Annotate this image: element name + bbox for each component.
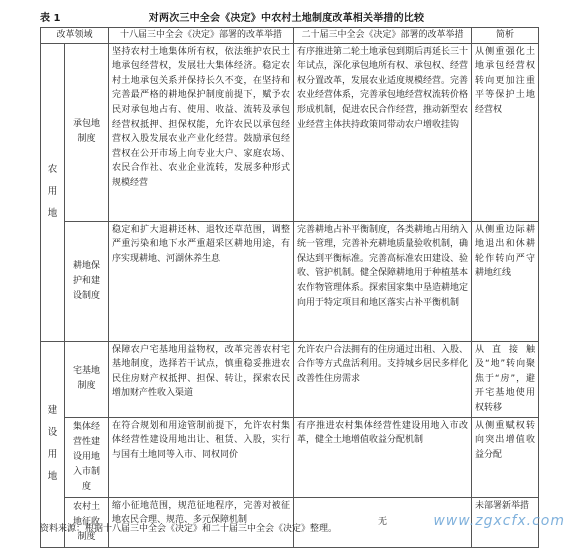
header-20th-measures: 二十届三中全会《决定》部署的改革举措 [294, 28, 472, 44]
analysis-note: 从侧重赋权转向突出增值收益分配 [472, 417, 539, 497]
measures-18th: 坚持农村土地集体所有权，依法维护农民土地承包经营权，发展壮大集体经济。稳定农村土地承包关系并保持长久不变，在坚持和完善最严格的耕地保护制度前提下，赋予农民对承包地占有、使用、收益、流转及承包经营权抵押、担保权能，允许农民以承包经营权入股发展农业产业化经营。鼓励承包经营权在公开市场上向专业大户、家庭农场、农民合作社、农业企业流转，发展多种形式规模经营 [109, 43, 294, 221]
watermark: www.zgxcfx.com [433, 513, 565, 529]
analysis-note: 从侧重边际耕地退出和休耕轮作转向严守耕地红线 [472, 221, 539, 341]
measures-20th: 完善耕地占补平衡制度，各类耕地占用纳入统一管理，完善补充耕地质量验收机制，确保达到平衡标准。完善高标准农田建设、验收、管护机制。健全保障耕地用于种植基本农作物管理体系。探索国家集中垦造耕地定向用于特定项目和地区落实占补平衡机制 [294, 221, 472, 341]
measures-20th: 有序推进第二轮土地承包到期后再延长三十年试点，深化承包地所有权、承包权、经营权分置改革，发展农业适度规模经营。完善农业经营体系，完善承包地经营权流转价格形成机制，促进农民合作经营，推动新型农业经营主体扶持政策同带动农户增收挂钩 [294, 43, 472, 221]
area-label: 集体经营性建设用地入市制度 [65, 417, 109, 497]
measures-20th: 有序推进农村集体经营性建设用地入市改革，健全土地增值收益分配机制 [294, 417, 472, 497]
measures-20th: 允许农户合法拥有的住房通过出租、入股、合作等方式盘活利用。支持城乡居民多样化改善性住房需求 [294, 341, 472, 417]
header-18th-measures: 十八届三中全会《决定》部署的改革举措 [109, 28, 294, 44]
table-row [41, 43, 539, 221]
table-row [41, 341, 539, 417]
analysis-note: 从侧重强化土地承包经营权转向更加注重平等保护土地经营权 [472, 43, 539, 221]
analysis-note: 从直接触及“地”转向聚焦于“房”，避开宅基地使用权转移 [472, 341, 539, 417]
area-label: 承包地制度 [65, 43, 109, 221]
area-label: 农村土地征收制度 [65, 497, 109, 547]
measures-18th: 在符合规划和用途管制前提下，允许农村集体经营性建设用地出让、租赁、入股，实行与国有土地同等入市、同权同价 [109, 417, 294, 497]
table-number: 表 1 [40, 13, 61, 24]
area-label: 耕地保护和建设制度 [65, 221, 109, 341]
header-row [41, 28, 539, 44]
table-row [41, 221, 539, 341]
source-note: 资料来源：根据十八届三中全会《决定》和二十届三中全会《决定》整理。 [40, 524, 338, 534]
comparison-table [40, 27, 539, 548]
header-analysis: 简析 [472, 28, 539, 44]
measures-18th: 缩小征地范围，规范征地程序，完善对被征地农民合理、规范、多元保障机制 [109, 497, 294, 547]
table-title: 对两次三中全会《决定》中农村土地制度改革相关举措的比较 [148, 13, 425, 24]
area-label: 宅基地制度 [65, 341, 109, 417]
category-farmland: 农用地 [41, 43, 65, 341]
analysis-note: 未部署新举措 [472, 497, 539, 547]
measures-18th: 稳定和扩大退耕还林、退牧还草范围，调整严重污染和地下水严重超采区耕地用途，有序实现耕地、河湖休养生息 [109, 221, 294, 341]
category-construction: 建设用地 [41, 341, 65, 547]
header-reform-area: 改革领域 [41, 28, 109, 44]
measures-20th: 无 [294, 497, 472, 547]
measures-18th: 保障农户宅基地用益物权，改革完善农村宅基地制度，选择若干试点，慎重稳妥推进农民住房财产权抵押、担保、转让，探索农民增加财产性收入渠道 [109, 341, 294, 417]
table-caption [0, 6, 573, 26]
table-row [41, 417, 539, 497]
